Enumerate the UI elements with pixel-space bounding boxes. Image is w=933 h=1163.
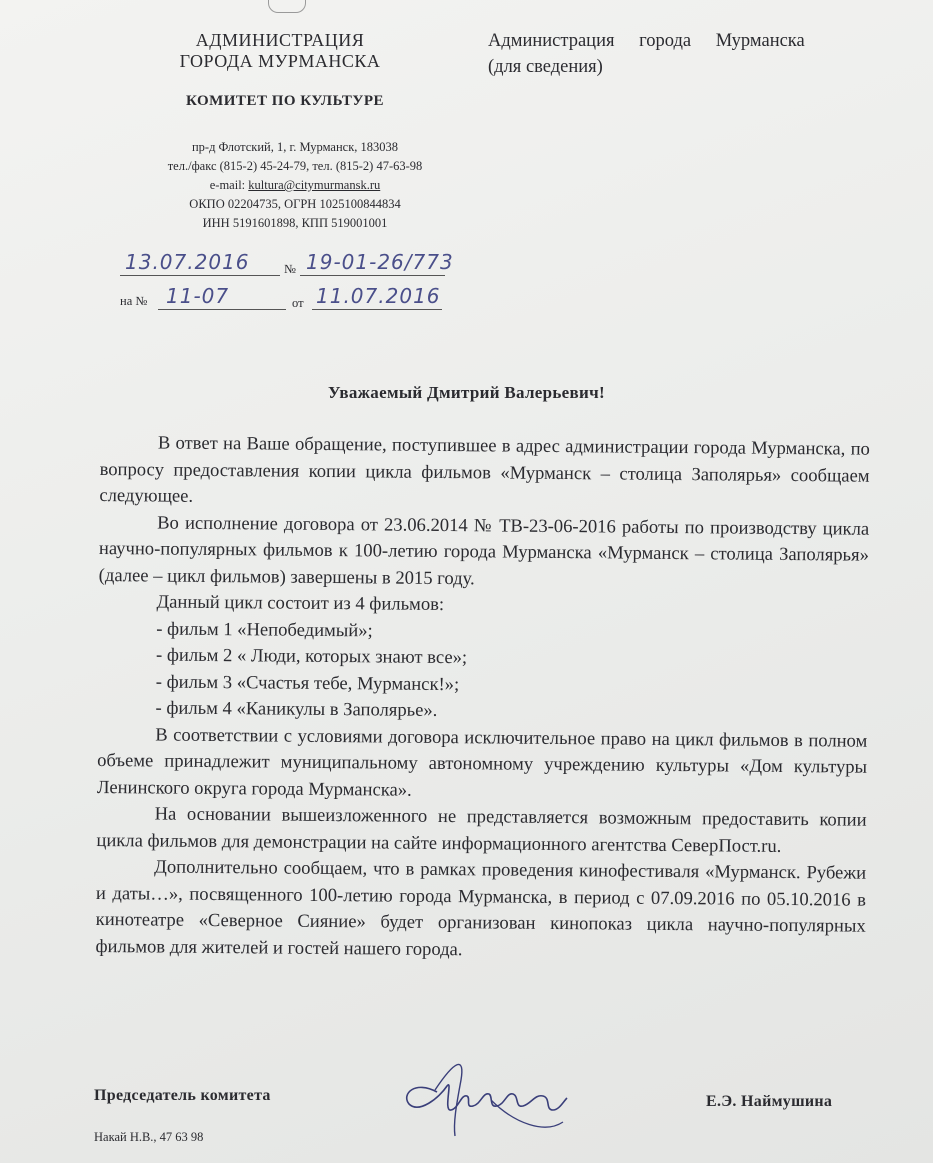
film-item: - фильм 3 «Счастья тебе, Мурманск!»;: [155, 670, 460, 695]
from-label: от: [292, 296, 304, 310]
reg-number-label: №: [284, 262, 296, 276]
ref-number: 11-07: [166, 284, 230, 308]
paragraph-2: Во исполнение договора от 23.06.2014 № ТВ-23-06-2016 работы по производству цикла научно-популярных фильмов к 100-летию города Мурманска «Мурманск – столица Заполярья» (далее – цикл фильмов) завершены в 2015 году.: [98, 512, 870, 589]
recipient-line-2: (для сведения): [488, 57, 603, 77]
number-underline: [300, 275, 445, 276]
inn: ИНН 5191601898, КПП 519001001: [202, 216, 388, 230]
ref-date-underline: [312, 309, 442, 310]
paragraph-6: Дополнительно сообщаем, что в рамках проведения кинофестиваля «Мурманск. Рубежи и даты…», посвященного 100-летию города Мурманска, в период с 07.09.2016 по 05.10.2016 в кинотеатре «Северное Сияние» будет организован кинопоказ цикла научно-популярных фильмов для жителей и гостей нашего города.: [95, 856, 867, 960]
executor-contact: Накай Н.В., 47 63 98: [94, 1130, 204, 1144]
ref-label: на №: [120, 294, 148, 308]
okpo: ОКПО 02204735, ОГРН 1025100844834: [189, 197, 401, 211]
email-row: e-mail: kultura@citymurmansk.ru: [209, 178, 381, 192]
film-item: - фильм 2 « Люди, которых знают все»;: [155, 644, 468, 669]
ref-date: 11.07.2016: [316, 284, 441, 308]
paragraph-1: В ответ на Ваше обращение, поступившее в адрес администрации города Мурманска, по вопросу предоставления копии цикла фильмов «Мурманск – столица Заполярья» сообщаем следующее.: [99, 432, 870, 507]
admin-line-2: ГОРОДА МУРМАНСКА: [179, 51, 381, 71]
coat-of-arms-icon: [268, 0, 306, 13]
sender-administration: [160, 30, 400, 72]
reg-date: 13.07.2016: [125, 250, 250, 274]
recipient-line-1: Администрация города Мурманска: [488, 31, 805, 51]
letter-body: [95, 430, 870, 967]
address: пр-д Флотский, 1, г. Мурманск, 183038: [191, 140, 399, 154]
salutation: Уважаемый Дмитрий Валерьевич!: [328, 383, 605, 402]
paragraph-3: Данный цикл состоит из 4 фильмов:: [156, 591, 445, 616]
sender-requisites: [110, 138, 480, 233]
paragraph-4: В соответствии с условиями договора исключительное право на цикл фильмов в полном объеме принадлежит муниципальному автономному учреждению культуры «Дом культуры Ленинского округа города Мурманска».: [96, 723, 868, 801]
paragraph-5: На основании вышеизложенного не представляется возможным предоставить копии цикла фильмов для демонстрации на сайте информационного агентства СеверПост.ru.: [96, 803, 867, 857]
signer-position: Председатель комитета: [94, 1087, 271, 1104]
admin-line-1: АДМИНИСТРАЦИЯ: [195, 30, 365, 50]
committee-name: КОМИТЕТ ПО КУЛЬТУРЕ: [185, 93, 385, 109]
ref-underline: [158, 309, 286, 310]
reg-number: 19-01-26/773: [306, 250, 454, 274]
phones: тел./факс (815-2) 45-24-79, тел. (815-2) 47-63-98: [167, 159, 423, 173]
handwritten-signature: [395, 1050, 575, 1140]
email-link[interactable]: kultura@citymurmansk.ru: [248, 178, 381, 192]
recipient-block: [488, 28, 805, 80]
signer-name: Е.Э. Наймушина: [706, 1093, 833, 1110]
date-underline: [120, 275, 280, 276]
film-item: - фильм 4 «Каникулы в Заполярье».: [155, 697, 438, 721]
film-item: - фильм 1 «Непобедимый»;: [156, 617, 373, 641]
